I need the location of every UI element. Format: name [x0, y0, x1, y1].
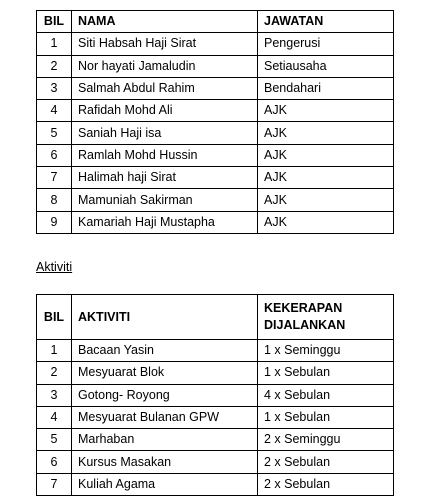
cell-bil: 2: [37, 55, 72, 77]
table-row: [37, 473, 394, 495]
table-row: [37, 167, 394, 189]
table-row: [37, 362, 394, 384]
committee-table: [36, 10, 394, 234]
header-bil: BIL: [37, 295, 72, 340]
table-row: [37, 429, 394, 451]
cell-nama: Mamuniah Sakirman: [72, 189, 258, 211]
table-row: [37, 211, 394, 233]
cell-kekerapan: 4 x Sebulan: [258, 384, 394, 406]
cell-bil: 3: [37, 384, 72, 406]
cell-bil: 3: [37, 77, 72, 99]
cell-bil: 4: [37, 406, 72, 428]
cell-bil: 7: [37, 167, 72, 189]
table-row: [37, 384, 394, 406]
cell-jawatan: AJK: [258, 189, 394, 211]
cell-bil: 4: [37, 100, 72, 122]
cell-aktiviti: Bacaan Yasin: [72, 340, 258, 362]
activity-table: [36, 294, 394, 496]
cell-jawatan: Bendahari: [258, 77, 394, 99]
cell-bil: 6: [37, 451, 72, 473]
cell-kekerapan: 1 x Sebulan: [258, 362, 394, 384]
header-nama: NAMA: [72, 11, 258, 33]
cell-kekerapan: 1 x Seminggu: [258, 340, 394, 362]
cell-nama: Halimah haji Sirat: [72, 167, 258, 189]
table-row: [37, 77, 394, 99]
cell-nama: Salmah Abdul Rahim: [72, 77, 258, 99]
cell-nama: Ramlah Mohd Hussin: [72, 144, 258, 166]
cell-nama: Kamariah Haji Mustapha: [72, 211, 258, 233]
cell-bil: 5: [37, 122, 72, 144]
cell-bil: 5: [37, 429, 72, 451]
table-row: [37, 451, 394, 473]
cell-bil: 9: [37, 211, 72, 233]
cell-aktiviti: Gotong- Royong: [72, 384, 258, 406]
cell-kekerapan: 2 x Sebulan: [258, 473, 394, 495]
cell-kekerapan: 2 x Seminggu: [258, 429, 394, 451]
table-row: [37, 55, 394, 77]
cell-nama: Rafidah Mohd Ali: [72, 100, 258, 122]
cell-nama: Nor hayati Jamaludin: [72, 55, 258, 77]
cell-aktiviti: Kursus Masakan: [72, 451, 258, 473]
committee-header-row: [37, 11, 394, 33]
table-row: [37, 100, 394, 122]
cell-kekerapan: 2 x Sebulan: [258, 451, 394, 473]
cell-aktiviti: Mesyuarat Bulanan GPW: [72, 406, 258, 428]
activity-header-row: [37, 295, 394, 340]
table-row: [37, 122, 394, 144]
cell-bil: 8: [37, 189, 72, 211]
cell-jawatan: AJK: [258, 122, 394, 144]
cell-aktiviti: Marhaban: [72, 429, 258, 451]
cell-jawatan: Pengerusi: [258, 33, 394, 55]
table-row: [37, 189, 394, 211]
header-jawatan: JAWATAN: [258, 11, 394, 33]
cell-bil: 7: [37, 473, 72, 495]
cell-bil: 1: [37, 340, 72, 362]
header-bil: BIL: [37, 11, 72, 33]
activity-section-title: Aktiviti: [36, 260, 73, 274]
cell-jawatan: AJK: [258, 100, 394, 122]
cell-kekerapan: 1 x Sebulan: [258, 406, 394, 428]
cell-jawatan: AJK: [258, 211, 394, 233]
cell-bil: 6: [37, 144, 72, 166]
cell-jawatan: AJK: [258, 144, 394, 166]
cell-nama: Saniah Haji isa: [72, 122, 258, 144]
cell-aktiviti: Mesyuarat Blok: [72, 362, 258, 384]
table-row: [37, 144, 394, 166]
header-kekerapan: KEKERAPAN DIJALANKAN: [258, 295, 394, 340]
table-row: [37, 33, 394, 55]
cell-bil: 1: [37, 33, 72, 55]
table-row: [37, 406, 394, 428]
cell-bil: 2: [37, 362, 72, 384]
cell-nama: Siti Habsah Haji Sirat: [72, 33, 258, 55]
header-aktiviti: AKTIVITI: [72, 295, 258, 340]
cell-jawatan: AJK: [258, 167, 394, 189]
cell-aktiviti: Kuliah Agama: [72, 473, 258, 495]
table-row: [37, 340, 394, 362]
cell-jawatan: Setiausaha: [258, 55, 394, 77]
